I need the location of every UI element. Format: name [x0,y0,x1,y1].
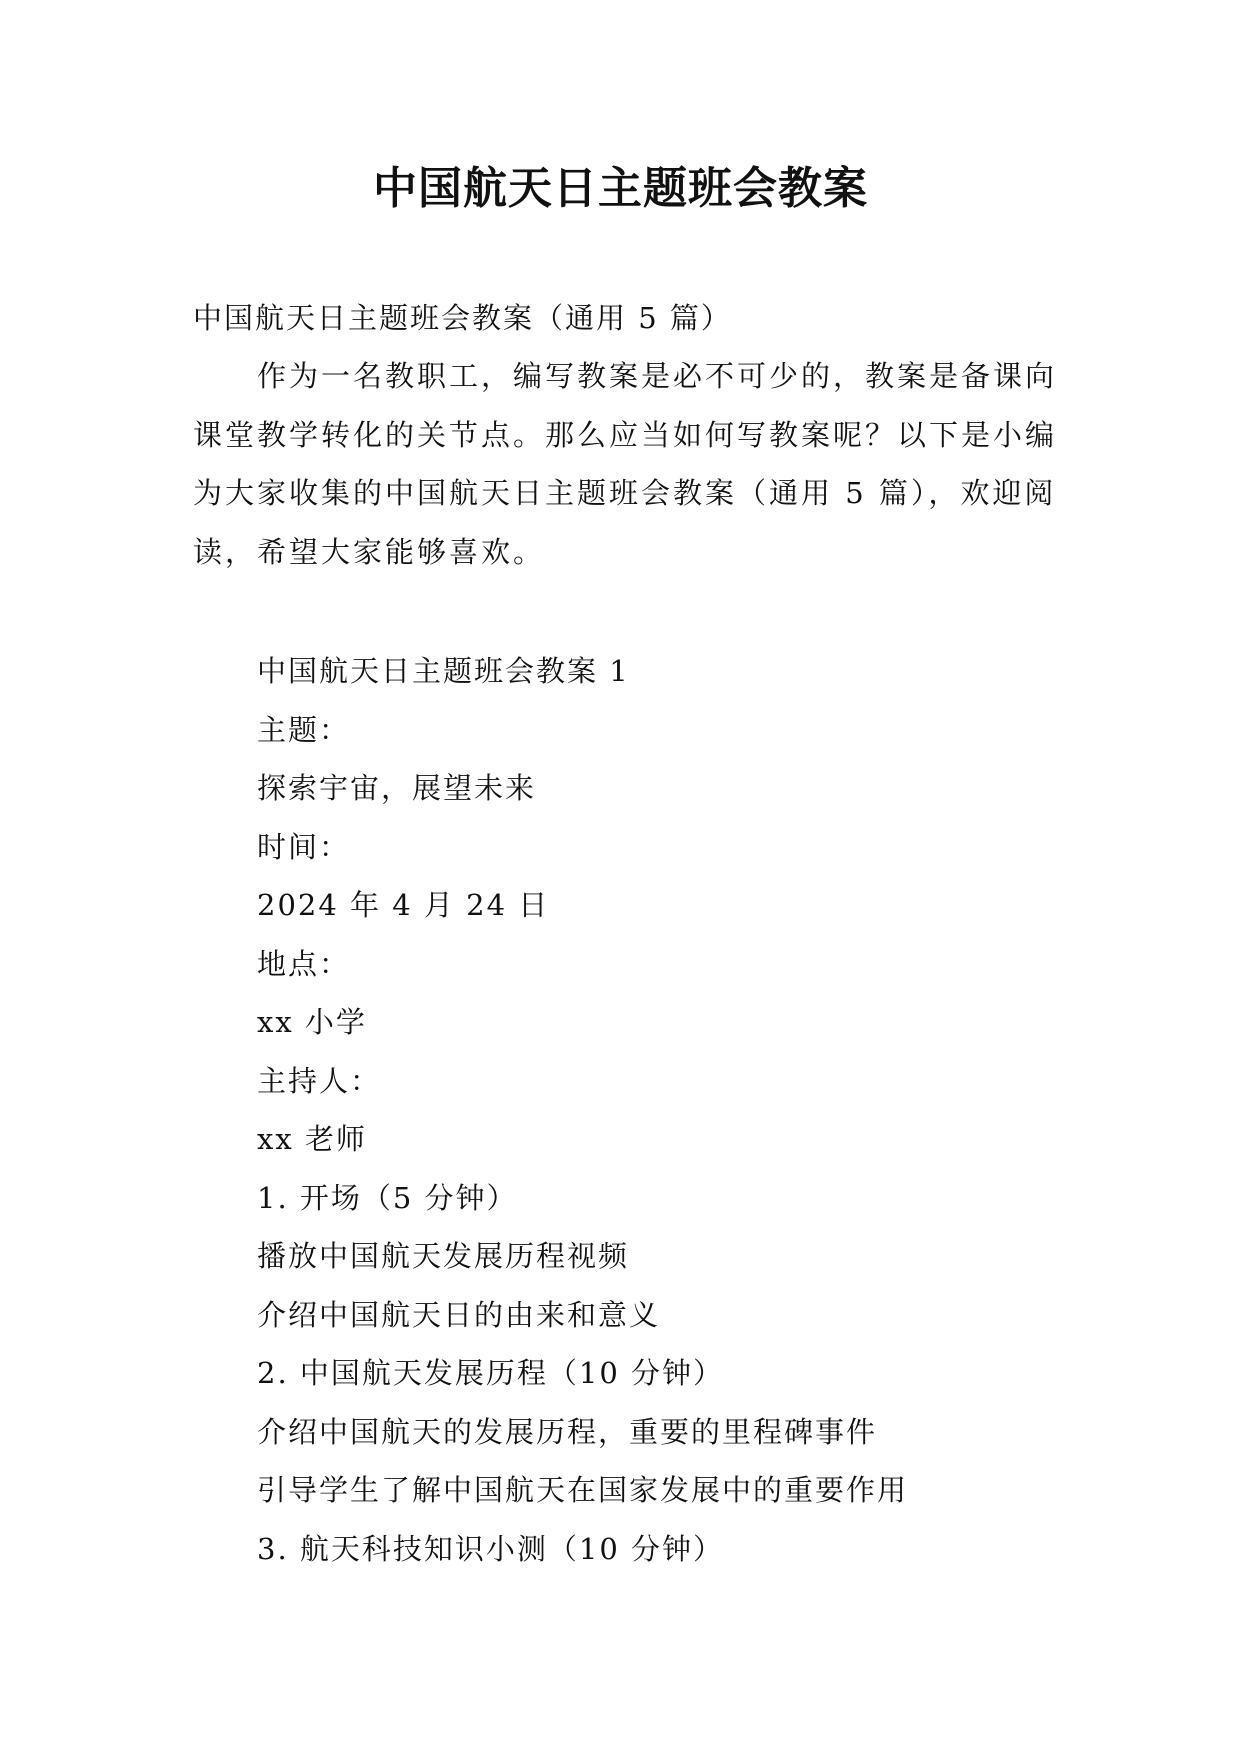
time-label: 时间： [257,829,351,864]
step-1-item: 介绍中国航天日的由来和意义 [257,1297,661,1332]
time-value: 2024 年 4 月 24 日 [257,888,550,922]
intro-paragraph: 作为一名教职工，编写教案是必不可少的，教案是备课向课堂教学转化的关节点。那么应当如何写教案呢？以下是小编为大家收集的中国航天日主题班会教案（通用 5 篇），欢迎阅读，希望大家能够喜欢。 [193,359,1058,569]
lesson-plan-section [257,642,1117,1578]
document-title: 中国航天日主题班会教案 [373,163,868,214]
theme-label: 主题： [257,712,351,747]
location-label: 地点： [257,946,351,981]
step-3-heading: 3. 航天科技知识小测（10 分钟） [257,1531,725,1566]
document-subtitle: 中国航天日主题班会教案（通用 5 篇） [193,301,732,335]
section-heading: 中国航天日主题班会教案 1 [257,654,630,688]
step-1-heading: 1. 开场（5 分钟） [257,1180,518,1215]
step-1-item: 播放中国航天发展历程视频 [257,1239,630,1273]
step-2-item: 介绍中国航天的发展历程，重要的里程碑事件 [257,1414,878,1449]
host-label: 主持人： [257,1063,382,1098]
theme-value: 探索宇宙，展望未来 [257,771,537,805]
host-value: xx 老师 [257,1122,367,1156]
location-value: xx 小学 [257,1005,367,1039]
step-2-item: 引导学生了解中国航天在国家发展中的重要作用 [257,1473,909,1507]
step-2-heading: 2. 中国航天发展历程（10 分钟） [257,1356,725,1390]
